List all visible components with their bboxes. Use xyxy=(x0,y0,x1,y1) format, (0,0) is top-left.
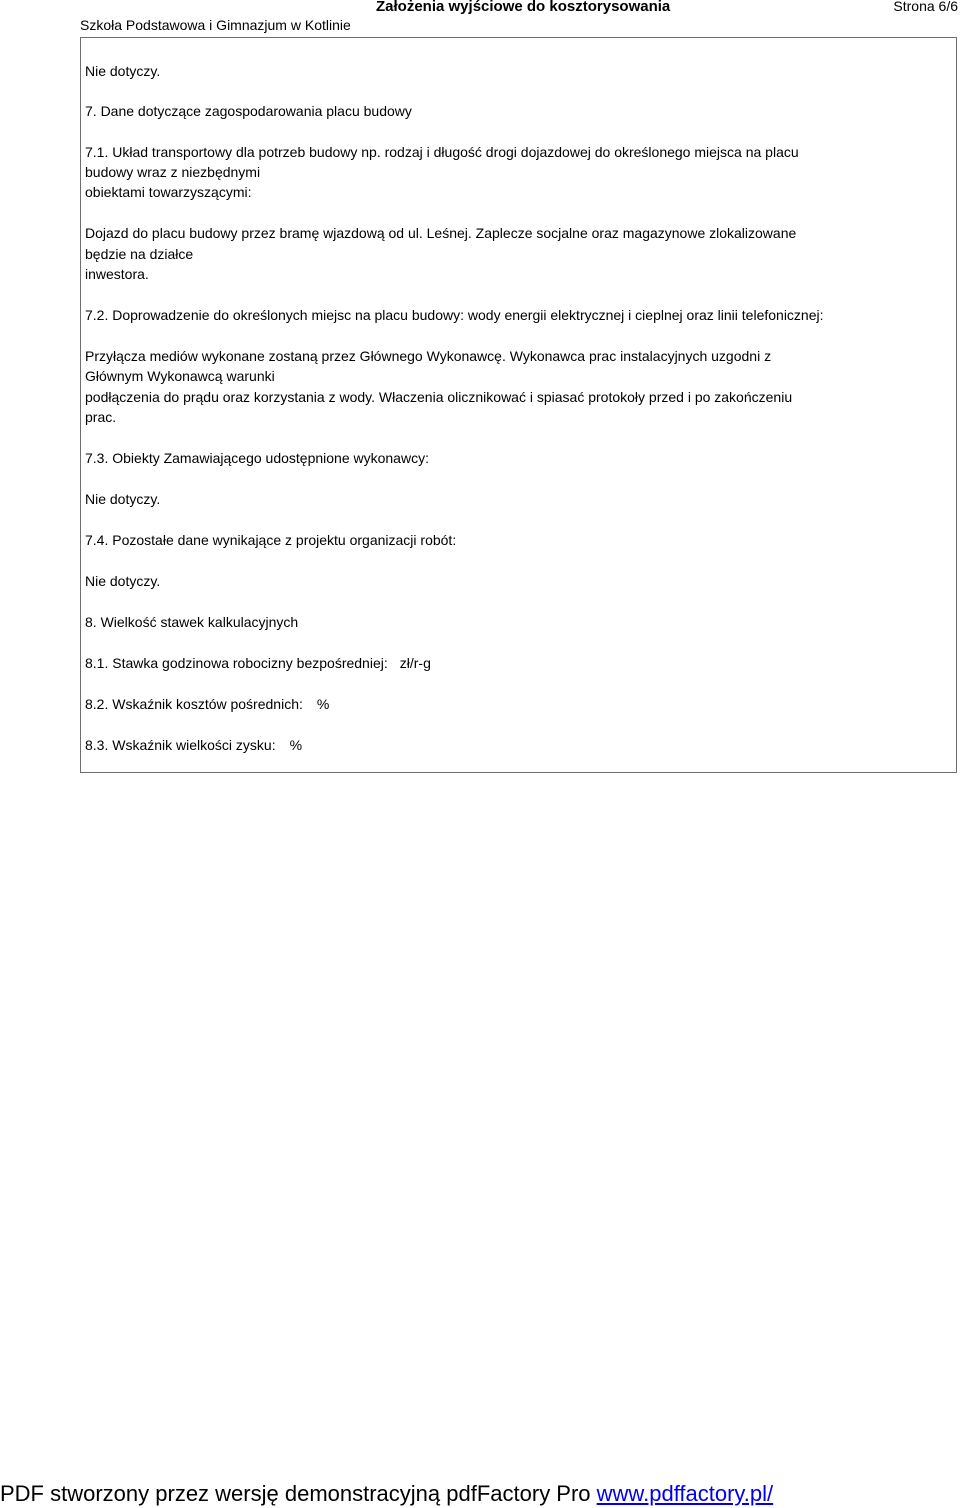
rate-label: 8.2. Wskaźnik kosztów pośrednich: xyxy=(85,696,303,712)
paragraph: Głównym Wykonawcą warunki xyxy=(85,368,275,384)
paragraph: 7.3. Obiekty Zamawiającego udostępnione wykonawcy: xyxy=(85,450,429,466)
paragraph: 7.1. Układ transportowy dla potrzeb budowy np. rodzaj i długość drogi dojazdowej do określonego miejsca na placu xyxy=(85,144,799,160)
paragraph: podłączenia do prądu oraz korzystania z wody. Właczenia olicznikować i spiasać protokoły przed i po zakończeniu xyxy=(85,389,793,405)
paragraph: Przyłącza mediów wykonane zostaną przez Głównego Wykonawcę. Wykonawca prac instalacyjnych uzgodni z xyxy=(85,348,772,364)
section-heading: 8. Wielkość stawek kalkulacyjnych xyxy=(85,614,299,630)
rate-unit: % xyxy=(289,737,303,753)
paragraph: Nie dotyczy. xyxy=(85,491,161,507)
paragraph: prac. xyxy=(85,409,117,425)
rate-line xyxy=(85,655,431,672)
pdf-footer xyxy=(0,1481,773,1507)
rate-unit: zł/r-g xyxy=(399,655,431,671)
section-heading: 7. Dane dotyczące zagospodarowania placu budowy xyxy=(85,103,412,119)
rate-unit: % xyxy=(316,696,330,712)
document-title: Założenia wyjściowe do kosztorysowania xyxy=(376,0,671,15)
paragraph: Dojazd do placu budowy przez bramę wjazdową od ul. Leśnej. Zaplecze socjalne oraz magazynowe zlokalizowane xyxy=(85,225,797,241)
rate-label: 8.3. Wskaźnik wielkości zysku: xyxy=(85,737,276,753)
footer-link[interactable]: www.pdffactory.pl/ xyxy=(596,1481,774,1506)
footer-text: PDF stworzony przez wersję demonstracyjną pdfFactory Pro xyxy=(0,1481,597,1506)
paragraph: budowy wraz z niezbędnymi xyxy=(85,164,261,180)
rate-label: 8.1. Stawka godzinowa robocizny bezpośredniej: xyxy=(85,655,388,671)
page-number: Strona 6/6 xyxy=(893,0,958,14)
paragraph: 7.2. Doprowadzenie do określonych miejsc na placu budowy: wody energii elektrycznej i cieplnej oraz linii telefonicznej: xyxy=(85,307,824,323)
paragraph: będzie na działce xyxy=(85,246,194,262)
paragraph: Nie dotyczy. xyxy=(85,573,161,589)
school-name: Szkoła Podstawowa i Gimnazjum w Kotlinie xyxy=(80,17,351,33)
rate-line xyxy=(85,696,329,713)
paragraph: 7.4. Pozostałe dane wynikające z projektu organizacji robót: xyxy=(85,532,457,548)
paragraph: Nie dotyczy. xyxy=(85,63,161,79)
rate-line xyxy=(85,737,302,754)
paragraph: obiektami towarzyszącymi: xyxy=(85,184,252,200)
paragraph: inwestora. xyxy=(85,266,149,282)
